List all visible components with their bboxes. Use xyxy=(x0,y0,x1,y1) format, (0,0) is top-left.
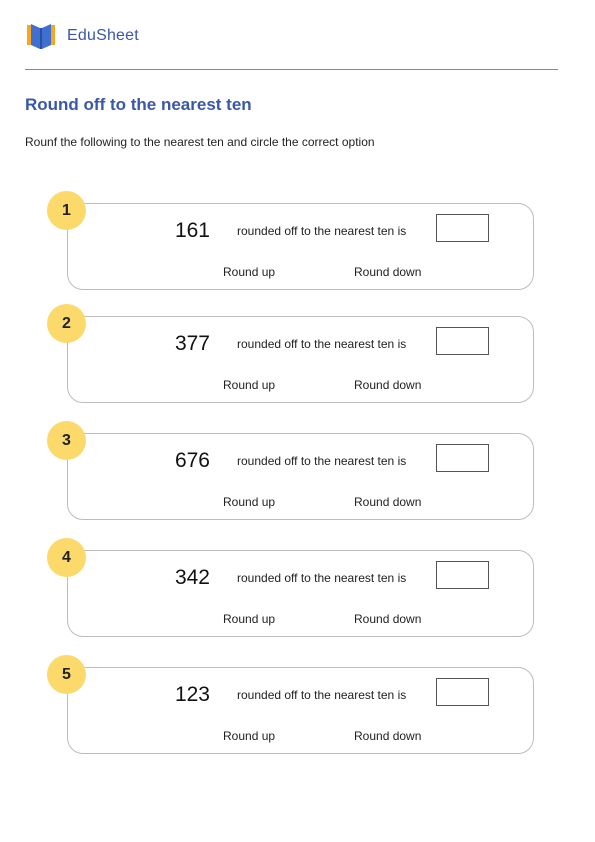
round-up-option[interactable]: Round up xyxy=(223,265,276,279)
round-up-option[interactable]: Round up xyxy=(223,378,276,392)
question-phrase: rounded off to the nearest ten is xyxy=(237,337,407,351)
round-down-option[interactable]: Round down xyxy=(354,612,422,626)
instructions: Rounf the following to the nearest ten and circle the correct option xyxy=(25,135,375,149)
question-number: 342 xyxy=(174,566,210,589)
round-up-option[interactable]: Round up xyxy=(223,495,276,509)
question-badge: 5 xyxy=(47,655,86,694)
question-badge: 2 xyxy=(47,304,86,343)
question-card xyxy=(67,433,534,520)
question-card xyxy=(67,550,534,637)
question-phrase: rounded off to the nearest ten is xyxy=(237,454,407,468)
question-number: 161 xyxy=(174,219,210,242)
answer-box[interactable] xyxy=(436,561,489,589)
question-2 xyxy=(47,304,533,404)
answer-box[interactable] xyxy=(436,214,489,242)
round-down-option[interactable]: Round down xyxy=(354,265,422,279)
question-number: 377 xyxy=(174,332,210,355)
page-title: Round off to the nearest ten xyxy=(25,95,252,114)
question-phrase: rounded off to the nearest ten is xyxy=(237,688,407,702)
question-5 xyxy=(47,655,533,755)
round-up-option[interactable]: Round up xyxy=(223,729,276,743)
question-3 xyxy=(47,421,533,521)
round-down-option[interactable]: Round down xyxy=(354,729,422,743)
round-down-option[interactable]: Round down xyxy=(354,378,422,392)
header xyxy=(25,20,139,52)
answer-box[interactable] xyxy=(436,444,489,472)
answer-box[interactable] xyxy=(436,327,489,355)
header-divider xyxy=(25,69,558,70)
round-down-option[interactable]: Round down xyxy=(354,495,422,509)
question-phrase: rounded off to the nearest ten is xyxy=(237,571,407,585)
question-badge: 1 xyxy=(47,191,86,230)
question-1 xyxy=(47,191,533,291)
question-number: 676 xyxy=(174,449,210,472)
brand-name: EduSheet xyxy=(67,27,139,44)
question-card xyxy=(67,667,534,754)
question-badge: 4 xyxy=(47,538,86,577)
question-phrase: rounded off to the nearest ten is xyxy=(237,224,407,238)
question-number: 123 xyxy=(174,683,210,706)
question-card xyxy=(67,316,534,403)
round-up-option[interactable]: Round up xyxy=(223,612,276,626)
question-4 xyxy=(47,538,533,638)
open-book-icon xyxy=(25,21,57,51)
answer-box[interactable] xyxy=(436,678,489,706)
question-badge: 3 xyxy=(47,421,86,460)
question-card xyxy=(67,203,534,290)
